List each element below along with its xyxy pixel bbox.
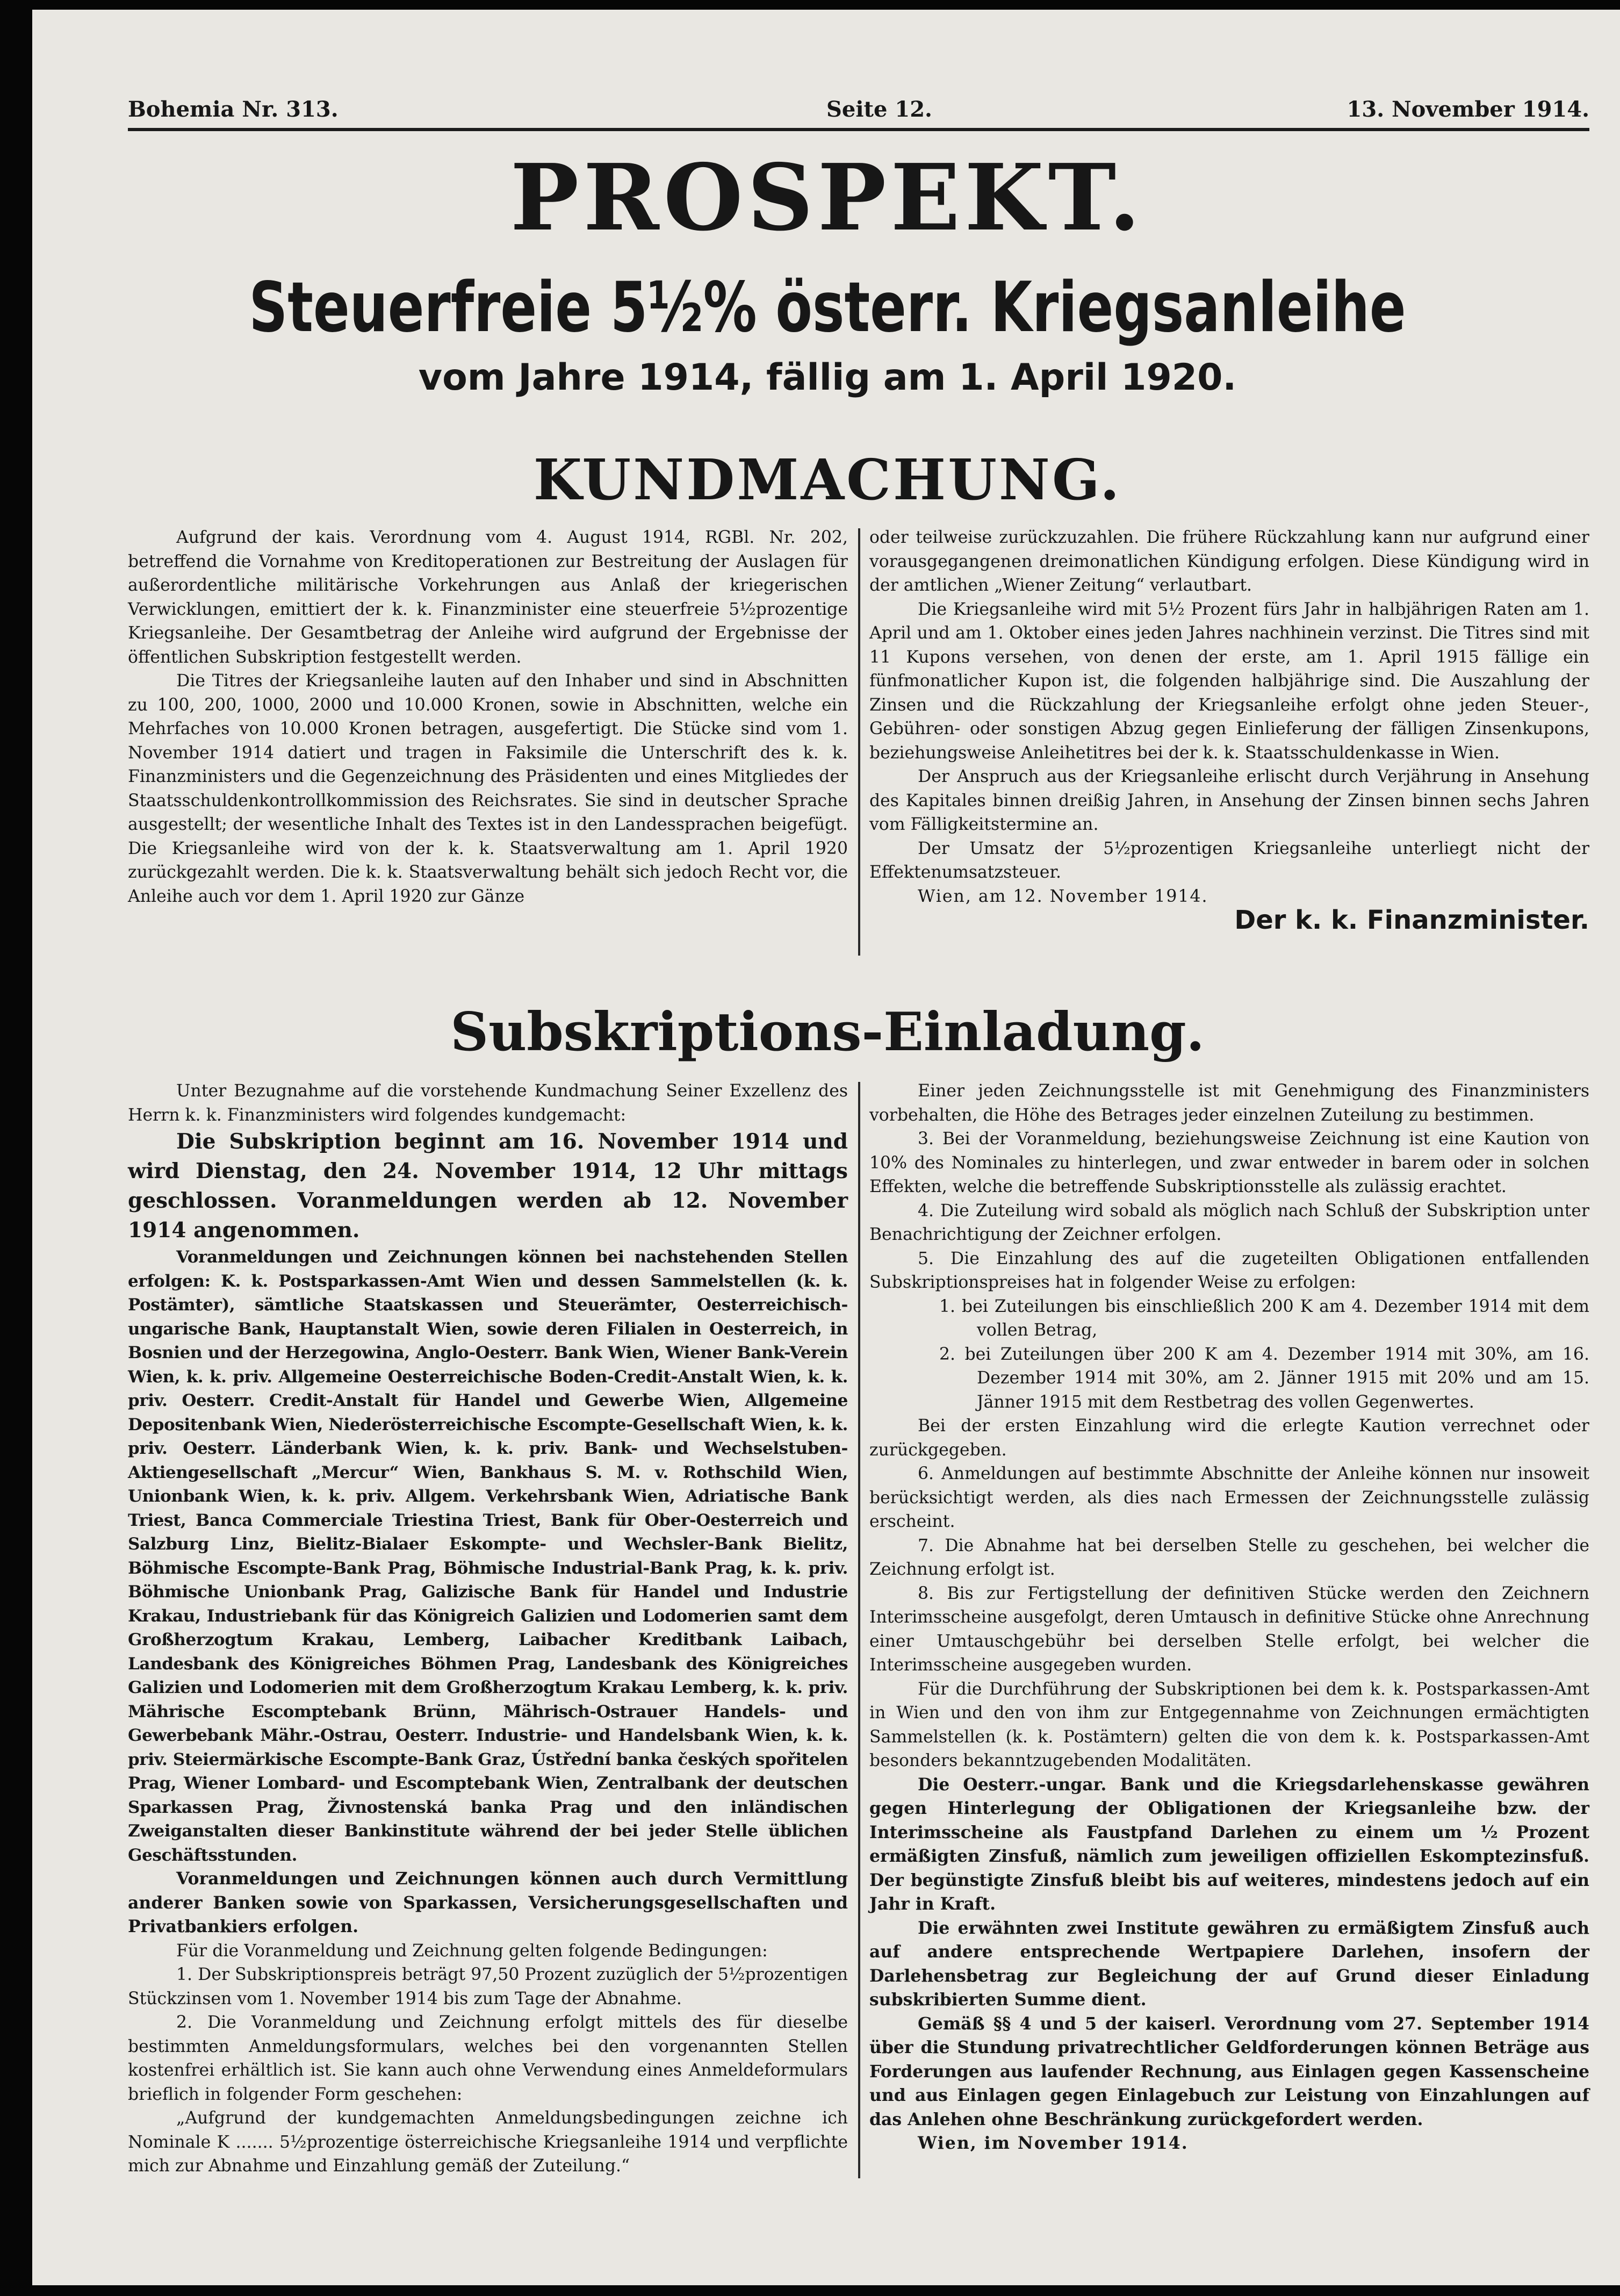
condition-item: 1. Der Subskriptionspreis beträgt 97,50 Prozent zuzüglich der 5½prozentigen Stückzinsen vom 1. November 1914 bis zum Tage der Abnahme. xyxy=(128,1965,848,2008)
bond-title: Steuerfreie 5½% österr. Kriegsanleihe xyxy=(249,268,1406,348)
condition-item: 7. Die Abnahme hat bei derselben Stelle zu geschehen, bei welcher die Zeichnung erfolgt ist. xyxy=(869,1536,1589,1579)
subskription-paragraph: Bei der ersten Einzahlung wird die erlegte Kaution verrechnet oder zurückgegeben. xyxy=(869,1416,1589,1460)
kundmachung-paragraph: Die Titres der Kriegsanleihe lauten auf den Inhaber und sind in Abschnitten zu 100, 200, 1000, 2000 und 10.000 Kronen, sowie in Abschnitten, welche ein Mehrfaches von 10.000 Kronen betragen, ausgefertigt. Die Stücke sind vom 1. November 1914 datiert und tragen in Faksimile die Unterschrift des k. k. Finanzministers und die Gegenzeichnung des Präsidenten und eines Mitgliedes der Staatsschuldenkontrollkommission des Reichsrates. Sie sind in deutscher Sprache ausgestellt; der wesentliche Inhalt des Textes ist in den Landessprachen beigefügt. Die Kriegsanleihe wird von der k. k. Staatsverwaltung am 1. April 1920 zurückgezahlt werden. Die k. k. Staatsverwaltung behält sich jedoch Recht vor, die Anleihe auch vor dem 1. April 1920 zur Gänze xyxy=(128,671,848,906)
condition-item: 6. Anmeldungen auf bestimmte Abschnitte der Anleihe können nur insoweit berücksichtigt werden, als dies nach Ermessen der Zeichnungsstelle zulässig erscheint. xyxy=(869,1464,1589,1531)
payment-schedule-item: 2. bei Zuteilungen über 200 K am 4. Dezember 1914 mit 30%, am 16. Dezember 1914 mit 30%, am 2. Jänner 1915 mit 20% und am 15. Jänner 1915 mit dem Restbetrag des vollen Gegenwertes. xyxy=(939,1344,1589,1412)
kundmachung-paragraph: Der Anspruch aus der Kriegsanleihe erlischt durch Verjährung in Ansehung des Kapitales binnen dreißig Jahren, in Ansehung der Zinsen binnen sechs Jahren vom Fälligkeitstermine an. xyxy=(869,767,1589,834)
condition-item: 5. Die Einzahlung des auf die zugeteilten Obligationen entfallenden Subskriptionspreises hat in folgender Weise zu erfolgen: xyxy=(869,1249,1589,1292)
kundmachung-paragraph: Die Kriegsanleihe wird mit 5½ Prozent fürs Jahr in halbjährigen Raten am 1. April und am 1. Oktober eines jeden Jahres nachhinein verzinst. Die Titres sind mit 11 Kupons versehen, von denen der erste, am 1. April 1915 fällige ein fünfmonatlicher Kupon ist, die folgenden halbjährige sind. Die Auszahlung der Zinsen und die Rückzahlung der Kriegsanleihe erfolgt ohne jeden Steuer-, Gebühren- oder sonstigen Abzug gegen Einlieferung der fälligen Zinsenkupons, beziehungsweise Anleihetitres bei der k. k. Staatsschuldenkasse in Wien. xyxy=(869,599,1589,763)
subskription-paragraph: Einer jeden Zeichnungsstelle ist mit Genehmigung des Finanzministers vorbehalten, die Höhe des Betrages jeder einzelnen Zuteilung zu bestimmen. xyxy=(869,1081,1589,1125)
subskription-paragraph: Für die Voranmeldung und Zeichnung gelten folgende Bedingungen: xyxy=(176,1941,768,1961)
header-date: 13. November 1914. xyxy=(1347,97,1589,122)
kundmachung-paragraph: Aufgrund der kais. Verordnung vom 4. August 1914, RGBl. Nr. 202, betreffend die Vornahme von Kreditoperationen zur Bestreitung der Auslagen für außerordentliche militärische Vorkehrungen aus Anlaß der kriegerischen Verwicklungen, emittiert der k. k. Finanzminister eine steuerfreie 5½prozentige Kriegsanleihe. Der Gesamtbetrag der Anleihe wird aufgrund der Ergebnisse der öffentlichen Subskription festgestellt werden. xyxy=(128,528,848,667)
subscription-formula: „Aufgrund der kundgemachten Anmeldungsbedingungen zeichne ich Nominale K ....... 5½prozentige österreichische Kriegsanleihe 1914 und verpflichte mich zur Abnahme und Einzahlung gemäß der Zuteilung.“ xyxy=(128,2108,848,2176)
kundmachung-place-date: Wien, am 12. November 1914. xyxy=(918,886,1208,906)
column-divider xyxy=(858,528,860,956)
loan-paragraph: Die erwähnten zwei Institute gewähren zu ermäßigtem Zinsfuß auch auf andere entsprechende Wertpapiere Darlehen, insofern der Darlehensbetrag zur Begleichung der auf Grund dieser Einladung subskribierten Summe dient. xyxy=(869,1918,1589,2010)
newspaper-page xyxy=(32,10,1620,2285)
subskription-right-column xyxy=(869,1079,1589,2156)
condition-item: 2. Die Voranmeldung und Zeichnung erfolgt mittels des für dieselbe bestimmten Anmeldungsformulars, welches bei den vorgenannten Stellen kostenfrei erhältlich ist. Sie kann auch ohne Verwendung eines Anmeldeformulars brieflich in folgender Form geschehen: xyxy=(128,2013,848,2104)
condition-item: 3. Bei der Voranmeldung, beziehungsweise Zeichnung ist eine Kaution von 10% des Nominales zu hinterlegen, und zwar entweder in barem oder in solchen Effekten, welche die betreffende Subskriptionsstelle als zulässig erachtet. xyxy=(869,1129,1589,1196)
subskription-paragraph: Voranmeldungen und Zeichnungen können auch durch Vermittlung anderer Banken sowie von Sparkassen, Versicherungsgesellschaften und Privatbankiers erfolgen. xyxy=(128,1869,848,1936)
header-page-number: Seite 12. xyxy=(826,97,932,122)
column-divider xyxy=(858,1082,860,2178)
condition-item: 8. Bis zur Fertigstellung der definitiven Stücke werden den Zeichnern Interimsscheine ausgefolgt, deren Umtausch in definitive Stücke ohne Anrechnung einer Umtauschgebühr bei derselben Stelle erfolgt, bei welcher die Interimsscheine ausgegeben wurden. xyxy=(869,1583,1589,1675)
subscription-period: Die Subskription beginnt am 16. November 1914 und wird Dienstag, den 24. November 1914, 12 Uhr mittags geschlossen. Voranmeldungen werden ab 12. November 1914 angenommen. xyxy=(128,1129,848,1243)
condition-item: 4. Die Zuteilung wird sobald als möglich nach Schluß der Subskription unter Benachrichtigung der Zeichner erfolgen. xyxy=(869,1201,1589,1244)
loan-paragraph: Die Oesterr.-ungar. Bank und die Kriegsdarlehenskasse gewähren gegen Hinterlegung der Obligationen der Kriegsanleihe bzw. der Interimsscheine als Faustpfand Darlehen zu einem um ½ Prozent ermäßigten Zinsfuß, nämlich zum jeweiligen offiziellen Eskomptezinsfuß. Der begünstigte Zinsfuß bleibt bis auf weiteres, mindestens jedoch auf ein Jahr in Kraft. xyxy=(869,1774,1589,1914)
header-issue: Bohemia Nr. 313. xyxy=(128,97,339,122)
payment-schedule-item: 1. bei Zuteilungen bis einschließlich 200 K am 4. Dezember 1914 mit dem vollen Betrag, xyxy=(939,1296,1589,1340)
subskription-heading: Subskriptions-Einladung. xyxy=(450,1001,1205,1063)
prospekt-title: PROSPEKT. xyxy=(510,144,1145,252)
kundmachung-signature: Der k. k. Finanzminister. xyxy=(1234,905,1589,935)
subskription-left-column xyxy=(128,1079,848,2178)
kundmachung-paragraph: oder teilweise zurückzuzahlen. Die frühere Rückzahlung kann nur aufgrund einer vorausgegangenen dreimonatlichen Kündigung erfolgen. Diese Kündigung wird in der amtlichen „Wiener Zeitung“ verlautbart. xyxy=(869,528,1589,595)
subskription-place-date: Wien, im November 1914. xyxy=(918,2133,1189,2153)
subscription-offices: Voranmeldungen und Zeichnungen können bei nachstehenden Stellen erfolgen: K. k. Postsparkassen-Amt Wien und dessen Sammelstellen (k. k. Postämter), sämtliche Staatskassen und Steuerämter, Oesterreichisch-ungarische Bank, Hauptanstalt Wien, sowie deren Filialen in Oesterreich, in Bosnien und der Herzegowina, Anglo-Oesterr. Bank Wien, Wiener Bank-Verein Wien, k. k. priv. Allgemeine Oesterreichische Boden-Credit-Anstalt Wien, k. k. priv. Oesterr. Credit-Anstalt für Handel und Gewerbe Wien, Allgemeine Depositenbank Wien, Niederösterreichische Escompte-Gesellschaft Wien, k. k. priv. Oesterr. Länderbank Wien, k. k. priv. Bank- und Wechselstuben-Aktiengesellschaft „Mercur“ Wien, Bankhaus S. M. v. Rothschild Wien, Unionbank Wien, k. k. priv. Allgem. Verkehrsbank Wien, Adriatische Bank Triest, Banca Commerciale Triestina Triest, Bank für Ober-Oesterreich und Salzburg Linz, Bielitz-Bialaer Eskompte- und Wechsler-Bank Bielitz, Böhmische Escompte-Bank Prag, Böhmische Industrial-Bank Prag, k. k. priv. Böhmische Unionbank Prag, Galizische Bank für Handel und Industrie Krakau, Industriebank für das Königreich Galizien und Lodomerien samt dem Großherzogtum Krakau, Lemberg, Laibacher Kreditbank Laibach, Landesbank des Königreiches Böhmen Prag, Landesbank des Königreiches Galizien und Lodomerien mit dem Großherzogtum Krakau Lemberg, k. k. priv. Mährische Escomptebank Brünn, Mährisch-Ostrauer Handels- und Gewerbebank Mähr.-Ostrau, Oesterr. Industrie- und Handelsbank Wien, k. k. priv. Steiermärkische Escompte-Bank Graz, Ústřední banka českých spořitelen Prag, Wiener Lombard- und Escomptebank Wien, Zentralbank der deutschen Sparkassen Prag, Živnostenská banka Prag und den inländischen Zweiganstalten dieser Bankinstitute während der bei jeder Stelle üblichen Geschäftsstunden. xyxy=(128,1247,848,1865)
page-header xyxy=(128,90,1589,131)
kundmachung-paragraph: Der Umsatz der 5½prozentigen Kriegsanleihe unterliegt nicht der Effektenumsatzsteuer. xyxy=(869,838,1589,882)
kundmachung-left-column xyxy=(128,526,848,908)
subskription-paragraph: Unter Bezugnahme auf die vorstehende Kundmachung Seiner Exzellenz des Herrn k. k. Finanzministers wird folgendes kundgemacht: xyxy=(128,1081,848,1125)
kundmachung-right-column xyxy=(869,526,1589,935)
bond-subtitle: vom Jahre 1914, fällig am 1. April 1920. xyxy=(418,356,1237,399)
subskription-paragraph: Für die Durchführung der Subskriptionen bei dem k. k. Postsparkassen-Amt in Wien und den von ihm zur Entgegennahme von Zeichnungen ermächtigten Sammelstellen (k. k. Postämtern) gelten die von dem k. k. Postsparkassen-Amt besonders bekanntzugebenden Modalitäten. xyxy=(869,1679,1589,1770)
loan-paragraph: Gemäß §§ 4 und 5 der kaiserl. Verordnung vom 27. September 1914 über die Stundung privatrechtlicher Geldforderungen können Beträge aus Forderungen aus laufender Rechnung, aus Einlagen gegen Kassenscheine und aus Einlagen gegen Einlagebuch zur Leistung von Einzahlungen auf das Anlehen ohne Beschränkung zurückgefordert werden. xyxy=(869,2013,1589,2129)
kundmachung-heading: KUNDMACHUNG. xyxy=(533,447,1122,513)
